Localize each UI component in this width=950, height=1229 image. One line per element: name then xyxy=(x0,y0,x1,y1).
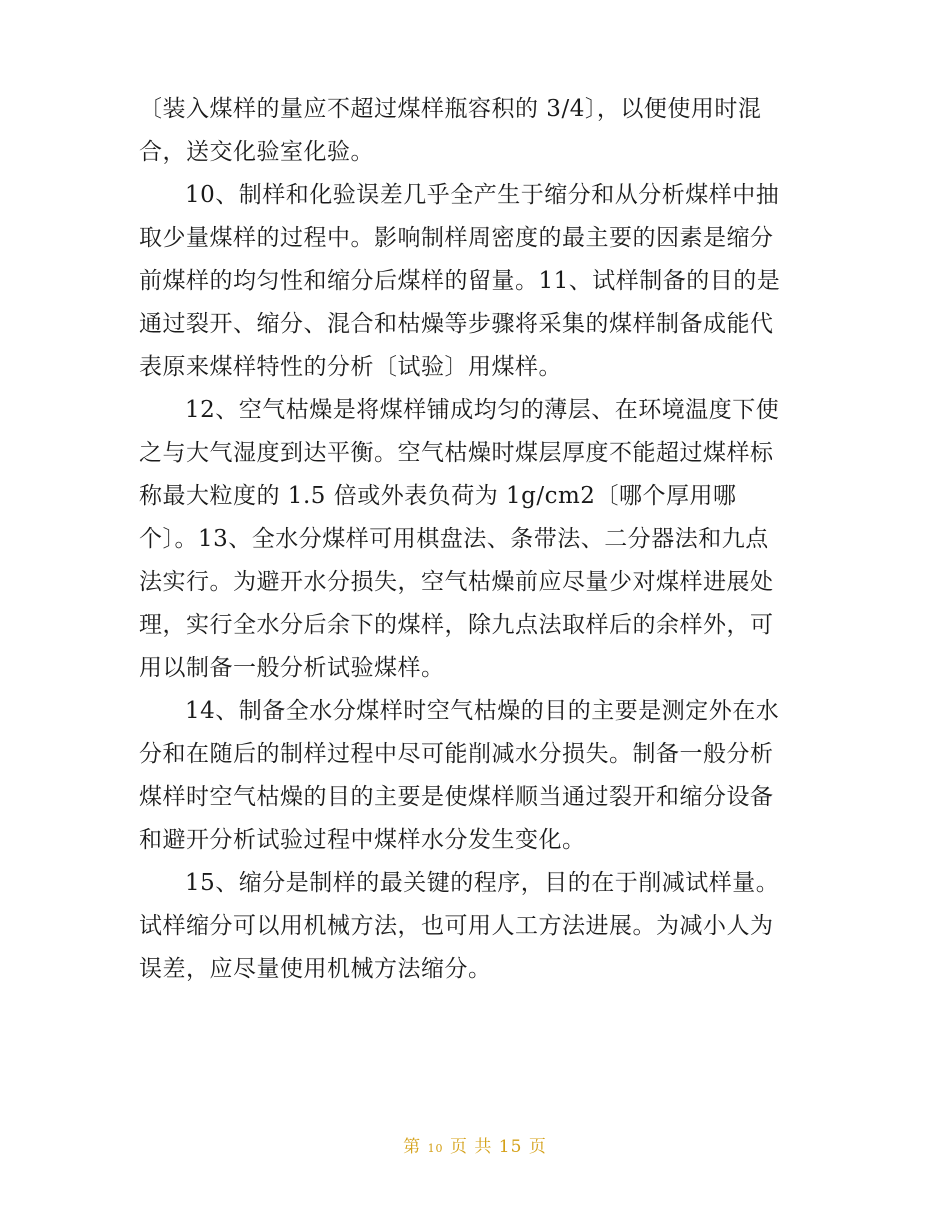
footer-total-pages: 15 xyxy=(498,1137,523,1157)
footer-current-page: 10 xyxy=(427,1142,444,1155)
text-line: 〔装入煤样的量应不超过煤样瓶容积的 3/4〕，以便使用时混 xyxy=(139,96,762,122)
footer-prefix: 第 xyxy=(403,1137,422,1157)
text-line: 和避开分析试验过程中煤样水分发生变化。 xyxy=(139,827,586,853)
text-line: 个〕。13、全水分煤样可用棋盘法、条带法、二分器法和九点 xyxy=(139,526,769,552)
footer-suffix: 页 xyxy=(528,1137,547,1157)
text-line: 合，送交化验室化验。 xyxy=(139,139,374,165)
text-line: 误差，应尽量使用机械方法缩分。 xyxy=(139,956,492,982)
text-line: 通过裂开、缩分、混合和枯燥等步骤将采集的煤样制备成能代 xyxy=(139,311,774,337)
page-footer xyxy=(0,1132,950,1157)
text-line: 煤样时空气枯燥的目的主要是使煤样顺当通过裂开和缩分设备 xyxy=(139,784,774,810)
text-line: 理，实行全水分后余下的煤样，除九点法取样后的余样外，可 xyxy=(139,612,774,638)
text-line: 12、空气枯燥是将煤样铺成均匀的薄层、在环境温度下使 xyxy=(185,397,780,423)
text-line: 试样缩分可以用机械方法，也可用人工方法进展。为减小人为 xyxy=(139,913,774,939)
body-text xyxy=(139,88,815,991)
text-line: 之与大气湿度到达平衡。空气枯燥时煤层厚度不能超过煤样标 xyxy=(139,440,774,466)
text-line: 14、制备全水分煤样时空气枯燥的目的主要是测定外在水 xyxy=(185,698,780,724)
text-line: 表原来煤样特性的分析〔试验〕用煤样。 xyxy=(139,354,562,380)
footer-middle: 页 共 xyxy=(449,1137,493,1157)
text-line: 前煤样的均匀性和缩分后煤样的留量。11、试样制备的目的是 xyxy=(139,268,781,294)
text-line: 用以制备一般分析试验煤样。 xyxy=(139,655,445,681)
text-line: 分和在随后的制样过程中尽可能削减水分损失。制备一般分析 xyxy=(139,741,774,767)
text-line: 称最大粒度的 1.5 倍或外表负荷为 1g/cm2〔哪个厚用哪 xyxy=(139,483,737,509)
text-line: 15、缩分是制样的最关键的程序，目的在于削减试样量。 xyxy=(185,870,780,896)
text-line: 法实行。为避开水分损失，空气枯燥前应尽量少对煤样进展处 xyxy=(139,569,774,595)
text-line: 10、制样和化验误差几乎全产生于缩分和从分析煤样中抽 xyxy=(185,182,780,208)
text-line: 取少量煤样的过程中。影响制样周密度的最主要的因素是缩分 xyxy=(139,225,774,251)
